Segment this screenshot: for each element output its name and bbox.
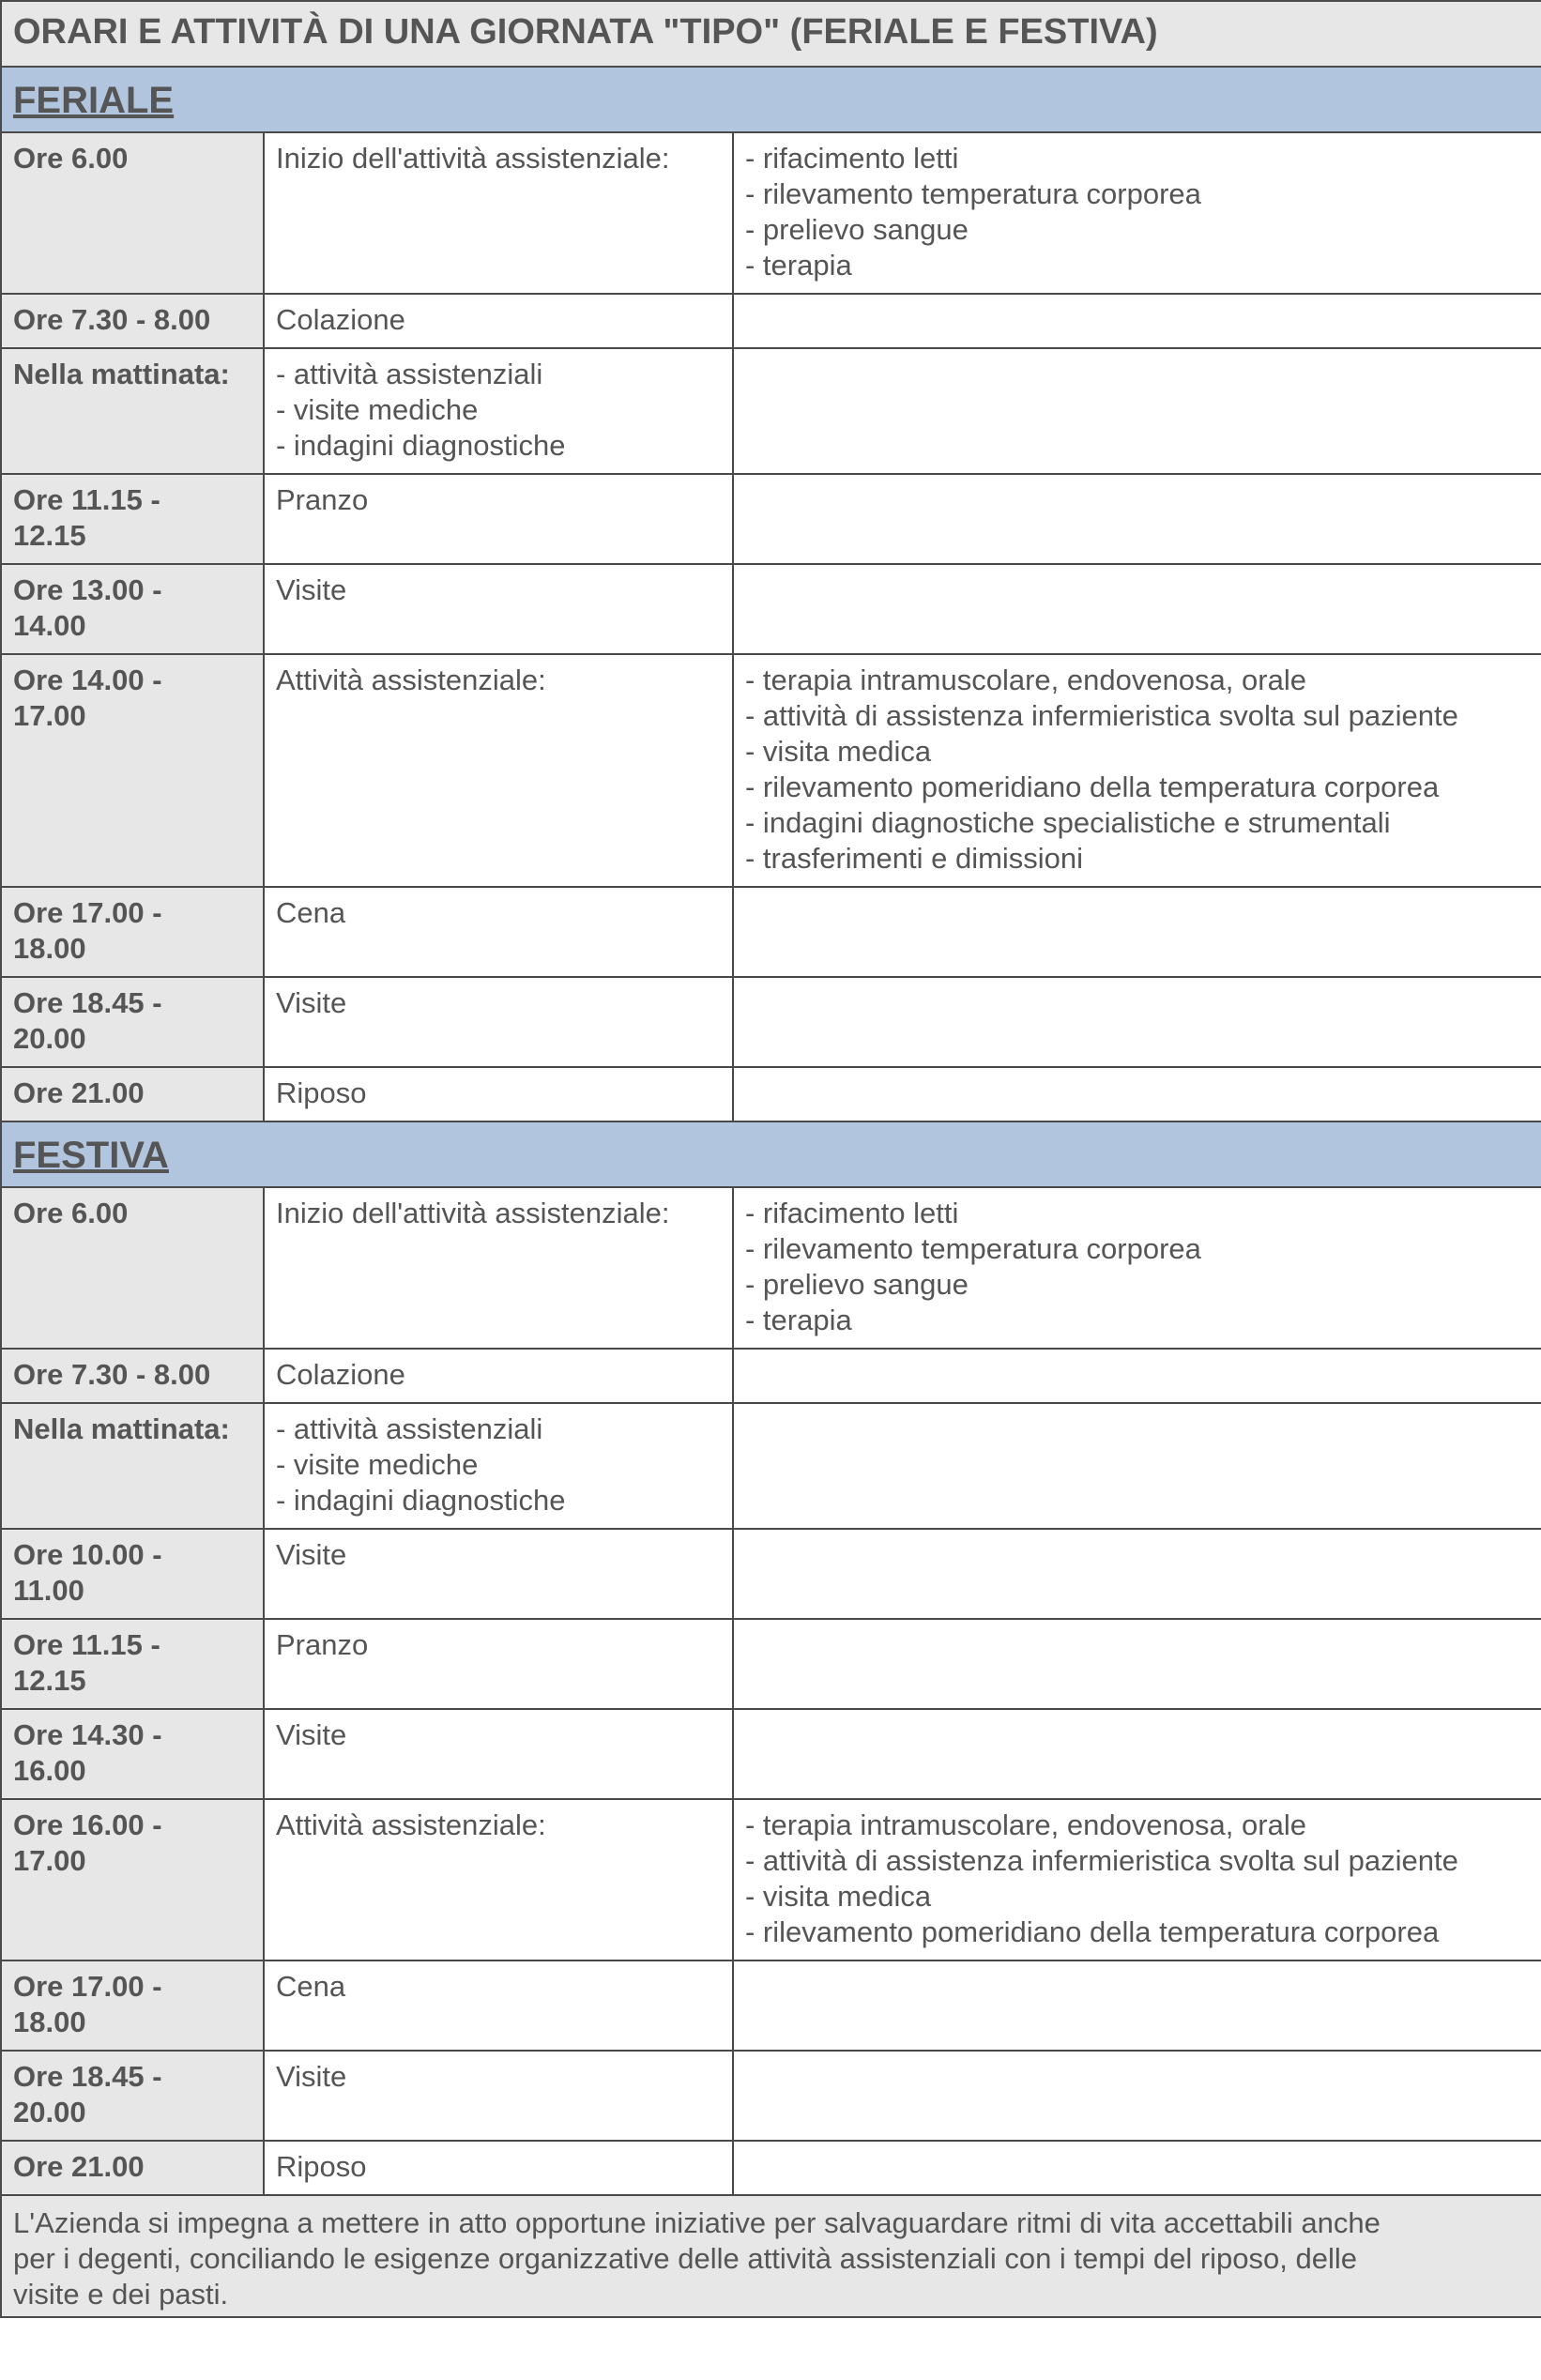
activity-cell xyxy=(264,1529,733,1619)
table-row xyxy=(1,1067,1541,1121)
details-cell xyxy=(733,1187,1541,1349)
time-cell xyxy=(1,1709,264,1799)
table-row xyxy=(1,2141,1541,2195)
cell-line: Ore 11.15 - xyxy=(13,483,160,516)
details-cell xyxy=(733,132,1541,294)
activity-cell xyxy=(264,654,733,887)
cell-line: - attività assistenziali xyxy=(276,358,543,390)
details-cell xyxy=(733,1529,1541,1619)
cell-line: Ore 6.00 xyxy=(13,142,129,175)
cell-line: Inizio dell'attività assistenziale: xyxy=(276,1197,670,1229)
cell-line: - rilevamento temperatura corporea xyxy=(745,1232,1201,1265)
cell-line: Cena xyxy=(276,896,346,929)
activity-cell xyxy=(264,1709,733,1799)
cell-line: Ore 6.00 xyxy=(13,1197,129,1229)
activity-cell xyxy=(264,887,733,977)
cell-line: Riposo xyxy=(276,1076,367,1109)
time-cell xyxy=(1,1799,264,1960)
cell-line: Ore 11.15 - xyxy=(13,1628,160,1661)
time-cell xyxy=(1,1403,264,1529)
cell-line: Ore 13.00 - xyxy=(13,573,162,606)
details-cell xyxy=(733,887,1541,977)
time-cell xyxy=(1,2051,264,2141)
table-row xyxy=(1,977,1541,1067)
cell-line: - rilevamento pomeridiano della temperatura corporea xyxy=(745,1915,1440,1948)
time-cell xyxy=(1,1187,264,1349)
cell-line: - rifacimento letti xyxy=(745,142,959,175)
cell-line: - terapia xyxy=(745,249,852,282)
details-cell xyxy=(733,2051,1541,2141)
table-row xyxy=(1,1187,1541,1349)
section-header-row xyxy=(1,67,1541,132)
cell-line: visite e dei pasti. xyxy=(13,2278,229,2311)
details-cell xyxy=(733,1709,1541,1799)
cell-line: Visite xyxy=(276,986,347,1019)
cell-line: - visita medica xyxy=(745,1880,932,1913)
activity-cell xyxy=(264,474,733,564)
section-title-feriale: FERIALE xyxy=(1,67,1541,132)
cell-line: Attività assistenziale: xyxy=(276,664,546,696)
cell-line: per i degenti, conciliando le esigenze organizzative delle attività assistenziali con i tempi del riposo, delle xyxy=(13,2242,1357,2275)
cell-line: - attività di assistenza infermieristica svolta sul paziente xyxy=(745,699,1458,732)
activity-cell xyxy=(264,1067,733,1121)
details-cell xyxy=(733,1349,1541,1403)
table-row xyxy=(1,2051,1541,2141)
details-cell xyxy=(733,977,1541,1067)
time-cell xyxy=(1,1349,264,1403)
cell-line: - rifacimento letti xyxy=(745,1197,959,1229)
footer-row xyxy=(1,2195,1541,2317)
cell-line: Ore 14.00 - xyxy=(13,664,162,696)
table-row xyxy=(1,294,1541,348)
table-row xyxy=(1,1709,1541,1799)
cell-line: - indagini diagnostiche specialistiche e strumentali xyxy=(745,806,1391,839)
time-cell xyxy=(1,132,264,294)
title-row xyxy=(1,1,1541,67)
activity-cell xyxy=(264,1619,733,1709)
cell-line: 12.15 xyxy=(13,519,86,552)
cell-line: 20.00 xyxy=(13,1022,86,1055)
time-cell xyxy=(1,887,264,977)
activity-cell xyxy=(264,1799,733,1960)
cell-line: Visite xyxy=(276,1718,347,1751)
details-cell xyxy=(733,474,1541,564)
details-cell xyxy=(733,1960,1541,2051)
cell-line: Visite xyxy=(276,573,347,606)
cell-line: - trasferimenti e dimissioni xyxy=(745,842,1084,875)
cell-line: 16.00 xyxy=(13,1754,86,1787)
cell-line: Ore 7.30 - 8.00 xyxy=(13,303,211,336)
footer-note xyxy=(1,2195,1541,2317)
cell-line: - visite mediche xyxy=(276,1448,479,1481)
cell-line: Inizio dell'attività assistenziale: xyxy=(276,142,670,175)
cell-line: Nella mattinata: xyxy=(13,1412,230,1445)
table-row xyxy=(1,1799,1541,1960)
cell-line: Nella mattinata: xyxy=(13,358,230,390)
cell-line: Colazione xyxy=(276,303,405,336)
table-row xyxy=(1,887,1541,977)
table-row xyxy=(1,564,1541,654)
time-cell xyxy=(1,564,264,654)
cell-line: Ore 18.45 - xyxy=(13,986,162,1019)
details-cell xyxy=(733,2141,1541,2195)
cell-line: 18.00 xyxy=(13,2006,86,2038)
cell-line: Pranzo xyxy=(276,1628,369,1661)
cell-line: 20.00 xyxy=(13,2096,86,2128)
details-cell xyxy=(733,1067,1541,1121)
cell-line: - prelievo sangue xyxy=(745,213,969,246)
table-row xyxy=(1,654,1541,887)
cell-line: Ore 21.00 xyxy=(13,2150,145,2183)
activity-cell xyxy=(264,1349,733,1403)
cell-line: - indagini diagnostiche xyxy=(276,1484,566,1517)
cell-line: - terapia xyxy=(745,1304,852,1336)
activity-cell xyxy=(264,564,733,654)
cell-line: Ore 16.00 - xyxy=(13,1808,162,1841)
cell-line: Visite xyxy=(276,1538,347,1571)
time-cell xyxy=(1,1960,264,2051)
table-row xyxy=(1,1960,1541,2051)
cell-line: 18.00 xyxy=(13,932,86,965)
cell-line: - terapia intramuscolare, endovenosa, orale xyxy=(745,664,1306,696)
details-cell xyxy=(733,1619,1541,1709)
table-row xyxy=(1,474,1541,564)
time-cell xyxy=(1,654,264,887)
table-row xyxy=(1,1529,1541,1619)
cell-line: - rilevamento pomeridiano della temperatura corporea xyxy=(745,770,1440,803)
time-cell xyxy=(1,474,264,564)
section-title-festiva: FESTIVA xyxy=(1,1121,1541,1187)
activity-cell xyxy=(264,1960,733,2051)
activity-cell xyxy=(264,2141,733,2195)
cell-line: Pranzo xyxy=(276,483,369,516)
schedule-body xyxy=(1,1,1541,2317)
time-cell xyxy=(1,1619,264,1709)
cell-line: Ore 21.00 xyxy=(13,1076,145,1109)
details-cell xyxy=(733,1403,1541,1529)
cell-line: Ore 17.00 - xyxy=(13,896,162,929)
table-row xyxy=(1,132,1541,294)
cell-line: Riposo xyxy=(276,2150,367,2183)
time-cell xyxy=(1,977,264,1067)
activity-cell xyxy=(264,294,733,348)
activity-cell xyxy=(264,977,733,1067)
details-cell xyxy=(733,564,1541,654)
cell-line: - prelievo sangue xyxy=(745,1268,969,1301)
table-row xyxy=(1,1349,1541,1403)
cell-line: - visita medica xyxy=(745,735,932,768)
cell-line: Cena xyxy=(276,1970,346,2003)
time-cell xyxy=(1,1067,264,1121)
cell-line: L'Azienda si impegna a mettere in atto opportune iniziative per salvaguardare ritmi di vita accettabili anche xyxy=(13,2206,1381,2239)
cell-line: - terapia intramuscolare, endovenosa, orale xyxy=(745,1808,1306,1841)
table-row xyxy=(1,1403,1541,1529)
time-cell xyxy=(1,348,264,474)
cell-line: Visite xyxy=(276,2060,347,2093)
time-cell xyxy=(1,1529,264,1619)
cell-line: Colazione xyxy=(276,1358,405,1391)
activity-cell xyxy=(264,132,733,294)
cell-line: - rilevamento temperatura corporea xyxy=(745,177,1201,210)
cell-line: Attività assistenziale: xyxy=(276,1808,546,1841)
time-cell xyxy=(1,2141,264,2195)
activity-cell xyxy=(264,2051,733,2141)
cell-line: Ore 14.30 - xyxy=(13,1718,162,1751)
cell-line: Ore 7.30 - 8.00 xyxy=(13,1358,211,1391)
cell-line: 11.00 xyxy=(13,1574,84,1607)
activity-cell xyxy=(264,1187,733,1349)
cell-line: - visite mediche xyxy=(276,393,479,426)
cell-line: 14.00 xyxy=(13,609,86,642)
cell-line: - indagini diagnostiche xyxy=(276,429,566,462)
time-cell xyxy=(1,294,264,348)
details-cell xyxy=(733,294,1541,348)
table-row xyxy=(1,1619,1541,1709)
table-row xyxy=(1,348,1541,474)
cell-line: - attività assistenziali xyxy=(276,1412,543,1445)
section-header-row xyxy=(1,1121,1541,1187)
activity-cell xyxy=(264,1403,733,1529)
cell-line: 17.00 xyxy=(13,1844,86,1877)
cell-line: - attività di assistenza infermieristica svolta sul paziente xyxy=(745,1844,1458,1877)
details-cell xyxy=(733,1799,1541,1960)
cell-line: 12.15 xyxy=(13,1664,86,1697)
cell-line: Ore 10.00 - xyxy=(13,1538,162,1571)
details-cell xyxy=(733,348,1541,474)
details-cell xyxy=(733,654,1541,887)
cell-line: 17.00 xyxy=(13,699,86,732)
activity-cell xyxy=(264,348,733,474)
page-title: ORARI E ATTIVITÀ DI UNA GIORNATA "TIPO" (FERIALE E FESTIVA) xyxy=(1,1,1541,67)
cell-line: Ore 18.45 - xyxy=(13,2060,162,2093)
cell-line: Ore 17.00 - xyxy=(13,1970,162,2003)
